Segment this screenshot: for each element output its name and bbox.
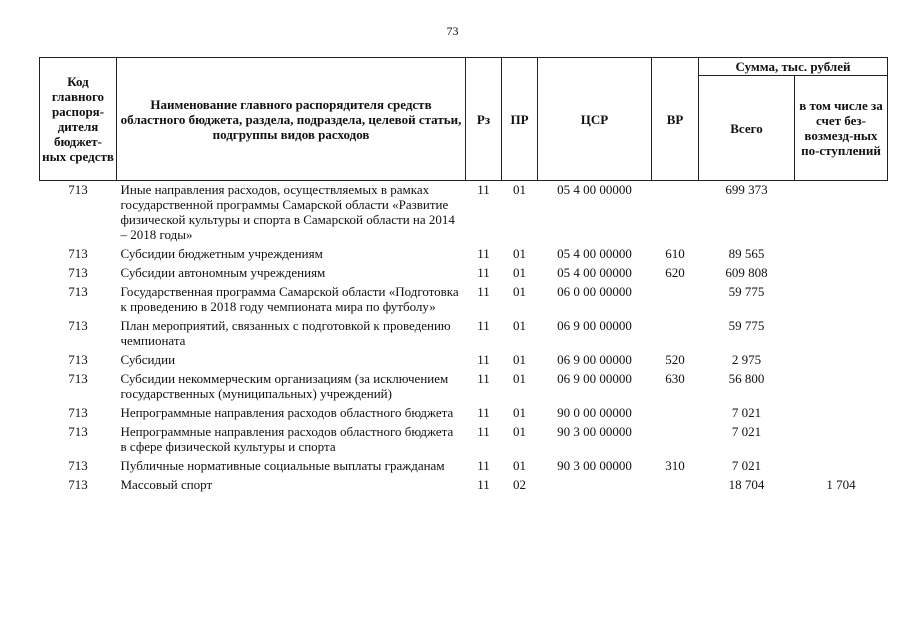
cell-csr: 90 3 00 00000 [557, 458, 632, 473]
cell-total: 699 373 [725, 182, 768, 197]
cell-vr [652, 404, 699, 423]
cell-csr: 05 4 00 00000 [557, 182, 632, 197]
cell-rz: 11 [477, 424, 490, 439]
cell-rz: 11 [477, 284, 490, 299]
cell-total: 7 021 [731, 458, 762, 473]
budget-table [39, 57, 888, 495]
cell-total: 7 021 [731, 424, 762, 439]
cell-code: 713 [68, 284, 88, 299]
cell-free [795, 317, 888, 351]
cell-free [795, 283, 888, 317]
cell-name: Субсидии некоммерческим организациям (за исключением государственных (муниципальных) учреждений) [120, 371, 449, 401]
header-pr: ПР [502, 58, 538, 181]
cell-vr: 610 [665, 246, 685, 261]
cell-rz: 11 [477, 318, 490, 333]
table-row [40, 181, 888, 246]
cell-csr: 06 9 00 00000 [557, 352, 632, 367]
cell-vr [652, 283, 699, 317]
cell-free [795, 404, 888, 423]
cell-free [795, 245, 888, 264]
cell-vr [652, 476, 699, 495]
cell-code: 713 [68, 371, 88, 386]
header-code: Код главного распоря-дителя бюджет-ных средств [40, 58, 117, 181]
cell-csr: 90 0 00 00000 [557, 405, 632, 420]
cell-vr: 630 [665, 371, 685, 386]
table-row [40, 351, 888, 370]
cell-free [795, 181, 888, 246]
cell-rz: 11 [477, 182, 490, 197]
cell-name: Субсидии [120, 352, 176, 367]
header-csr: ЦСР [538, 58, 652, 181]
cell-pr: 01 [513, 405, 526, 420]
cell-name: Государственная программа Самарской области «Подготовка к проведению в 2018 году чемпионата мира по футболу» [120, 284, 459, 314]
cell-pr: 01 [513, 246, 526, 261]
header-sum: Сумма, тыс. рублей [699, 58, 888, 76]
cell-rz: 11 [477, 405, 490, 420]
cell-pr: 02 [513, 477, 526, 492]
cell-name: Публичные нормативные социальные выплаты гражданам [120, 458, 445, 473]
cell-pr: 01 [513, 318, 526, 333]
cell-pr: 01 [513, 458, 526, 473]
cell-code: 713 [68, 182, 88, 197]
cell-code: 713 [68, 458, 88, 473]
table-row [40, 317, 888, 351]
cell-pr: 01 [513, 352, 526, 367]
cell-total: 18 704 [728, 477, 765, 492]
cell-name: Иные направления расходов, осуществляемых в рамках государственной программы Самарской области «Развитие физической культуры и спорта в Самарской области на 2014 – 2018 годы» [120, 182, 455, 242]
table-row [40, 404, 888, 423]
table-row [40, 476, 888, 495]
table-row [40, 264, 888, 283]
cell-csr [538, 476, 652, 495]
cell-name: Непрограммные направления расходов областного бюджета в сфере физической культуры и спорта [120, 424, 454, 454]
cell-csr: 06 9 00 00000 [557, 371, 632, 386]
table-row [40, 423, 888, 457]
cell-code: 713 [68, 477, 88, 492]
cell-pr: 01 [513, 265, 526, 280]
cell-code: 713 [68, 405, 88, 420]
cell-csr: 90 3 00 00000 [557, 424, 632, 439]
cell-vr [652, 181, 699, 246]
table-header [40, 58, 888, 181]
cell-total: 7 021 [731, 405, 762, 420]
header-free: в том числе за счет без-возмезд-ных по-ступлений [795, 76, 888, 181]
cell-vr: 520 [665, 352, 685, 367]
cell-csr: 06 9 00 00000 [557, 318, 632, 333]
cell-free: 1 704 [826, 477, 856, 492]
cell-free [795, 264, 888, 283]
cell-rz: 11 [477, 352, 490, 367]
page-number: 73 [446, 24, 459, 38]
table-row [40, 370, 888, 404]
cell-name: Массовый спорт [120, 477, 213, 492]
table-row [40, 245, 888, 264]
cell-pr: 01 [513, 424, 526, 439]
header-rz: Рз [466, 58, 502, 181]
cell-free [795, 457, 888, 476]
cell-total: 59 775 [728, 318, 765, 333]
cell-total: 56 800 [728, 371, 765, 386]
cell-code: 713 [68, 265, 88, 280]
table-body [40, 181, 888, 496]
cell-total: 609 808 [725, 265, 768, 280]
cell-pr: 01 [513, 284, 526, 299]
cell-code: 713 [68, 424, 88, 439]
cell-code: 713 [68, 352, 88, 367]
cell-total: 2 975 [731, 352, 762, 367]
cell-vr: 310 [665, 458, 685, 473]
cell-name: Непрограммные направления расходов областного бюджета [120, 405, 454, 420]
cell-pr: 01 [513, 371, 526, 386]
cell-code: 713 [68, 246, 88, 261]
cell-pr: 01 [513, 182, 526, 197]
header-total: Всего [699, 76, 795, 181]
cell-free [795, 351, 888, 370]
cell-code: 713 [68, 318, 88, 333]
cell-vr [652, 317, 699, 351]
cell-name: Субсидии бюджетным учреждениям [120, 246, 323, 261]
header-vr: ВР [652, 58, 699, 181]
cell-name: План мероприятий, связанных с подготовкой к проведению чемпионата [120, 318, 451, 348]
cell-rz: 11 [477, 477, 490, 492]
cell-rz: 11 [477, 458, 490, 473]
cell-free [795, 423, 888, 457]
cell-total: 89 565 [728, 246, 765, 261]
cell-name: Субсидии автономным учреждениям [120, 265, 326, 280]
header-name: Наименование главного распорядителя средств областного бюджета, раздела, подраздела, целевой статьи, подгруппы видов расходов [117, 58, 466, 181]
cell-csr: 05 4 00 00000 [557, 265, 632, 280]
cell-total: 59 775 [728, 284, 765, 299]
cell-vr [652, 423, 699, 457]
cell-csr: 06 0 00 00000 [557, 284, 632, 299]
cell-vr: 620 [665, 265, 685, 280]
cell-rz: 11 [477, 246, 490, 261]
cell-rz: 11 [477, 371, 490, 386]
table-row [40, 283, 888, 317]
table-row [40, 457, 888, 476]
cell-rz: 11 [477, 265, 490, 280]
cell-free [795, 370, 888, 404]
cell-csr: 05 4 00 00000 [557, 246, 632, 261]
